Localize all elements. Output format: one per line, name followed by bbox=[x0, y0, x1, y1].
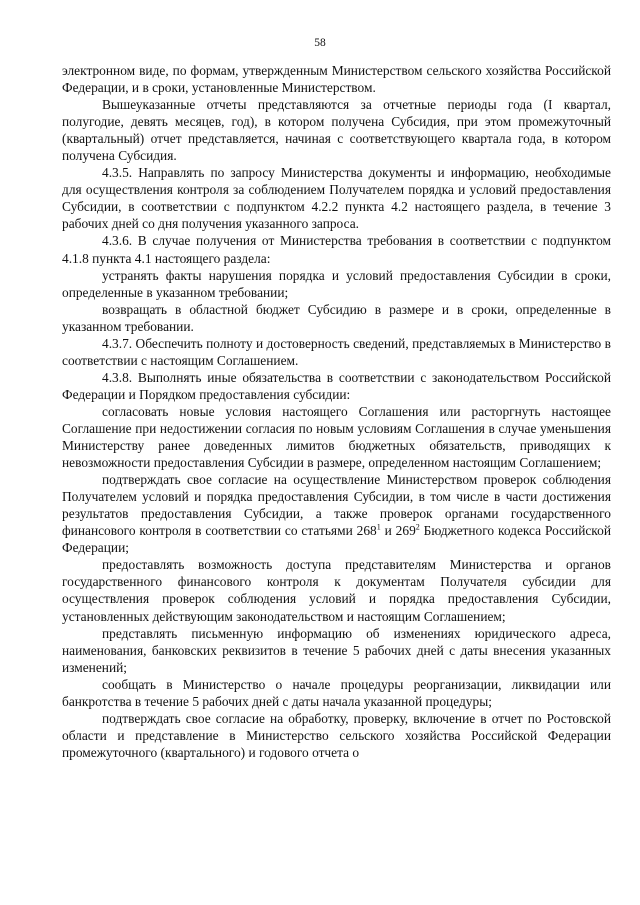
paragraph-confirm-inspections-end: Бюджетного кодекса Российской Федерации; bbox=[62, 523, 611, 556]
paragraph-confirm-inspections-text: подтверждать свое согласие на осуществление Министерством проверок соблюдения Получателем условий и порядка предоставления Субсидии, в том числе в части достижения результатов предоставления Субсидии, а также проверок органами государственного финансового контроля в соответствии со статьями 268 bbox=[62, 472, 611, 539]
paragraph-continuation: электронном виде, по формам, утвержденным Министерством сельского хозяйства Российской Федерации, и в сроки, установленные Министерством. bbox=[62, 63, 611, 96]
document-body bbox=[62, 62, 611, 761]
paragraph-confirm-processing: подтверждать свое согласие на обработку, проверку, включение в отчет по Ростовской области и представление в Министерство сельского хозяйства Российской Федерации промежуточного (квартального) и годового отчета о bbox=[62, 710, 611, 760]
paragraph-report-reorganization: сообщать в Министерство о начале процедуры реорганизации, ликвидации или банкротства в течение 5 рабочих дней с даты начала указанной процедуры; bbox=[62, 676, 611, 709]
paragraph-eliminate-violations: устранять факты нарушения порядка и условий предоставления Субсидии в сроки, определенные в указанном требовании; bbox=[62, 267, 611, 300]
paragraph-confirm-inspections bbox=[62, 471, 611, 556]
footnote-mark-268: 1 bbox=[376, 522, 381, 532]
paragraph-4-3-8: 4.3.8. Выполнять иные обязательства в соответствии с законодательством Российской Федерации и Порядком предоставления субсидии: bbox=[62, 369, 611, 402]
paragraph-agree-new-conditions: согласовать новые условия настоящего Соглашения или расторгнуть настоящее Соглашение при недостижении согласия по новым условиям Соглашения в случае уменьшения Министерству ранее доведенных лимитов бюджетных обязательств, приводящих к невозможности предоставления Субсидии в размере, определенном настоящим Соглашением; bbox=[62, 403, 611, 471]
paragraph-4-3-6: 4.3.6. В случае получения от Министерства требования в соответствии с подпунктом 4.1.8 пункта 4.1 настоящего раздела: bbox=[62, 233, 611, 266]
paragraph-reporting-periods: Вышеуказанные отчеты представляются за отчетные периоды года (I квартал, полугодие, девять месяцев, год), в котором получена Субсидия, при этом промежуточный (квартальный) отчет представляется, начиная с соответствующего квартала года, в котором получена Субсидия. bbox=[62, 97, 611, 164]
paragraph-provide-access: предоставлять возможность доступа представителям Министерства и органов государственного финансового контроля к документам Получателя субсидии для осуществления проверок соблюдения условий и порядка предоставления Субсидии, установленных действующим законодательством и настоящим Соглашением; bbox=[62, 557, 611, 624]
paragraph-4-3-5: 4.3.5. Направлять по запросу Министерства документы и информацию, необходимые для осуществления контроля за соблюдением Получателем порядка и условий предоставления Субсидии, в соответствии с подпунктом 4.2.2 пункта 4.2 настоящего раздела, в течение 3 рабочих дней со дня получения указанного запроса. bbox=[62, 165, 611, 232]
paragraph-return-subsidy: возвращать в областной бюджет Субсидию в размере и в сроки, определенные в указанном требовании. bbox=[62, 301, 611, 334]
paragraph-confirm-inspections-mid: и 269 bbox=[380, 523, 416, 539]
page-number: 58 bbox=[314, 37, 326, 49]
paragraph-4-3-7: 4.3.7. Обеспечить полноту и достоверность сведений, представляемых в Министерство в соответствии с настоящим Соглашением. bbox=[62, 335, 611, 368]
footnote-mark-269: 2 bbox=[415, 522, 420, 532]
paragraph-report-changes: представлять письменную информацию об изменениях юридического адреса, наименования, банковских реквизитов в течение 5 рабочих дней с даты внесения указанных изменений; bbox=[62, 625, 611, 675]
